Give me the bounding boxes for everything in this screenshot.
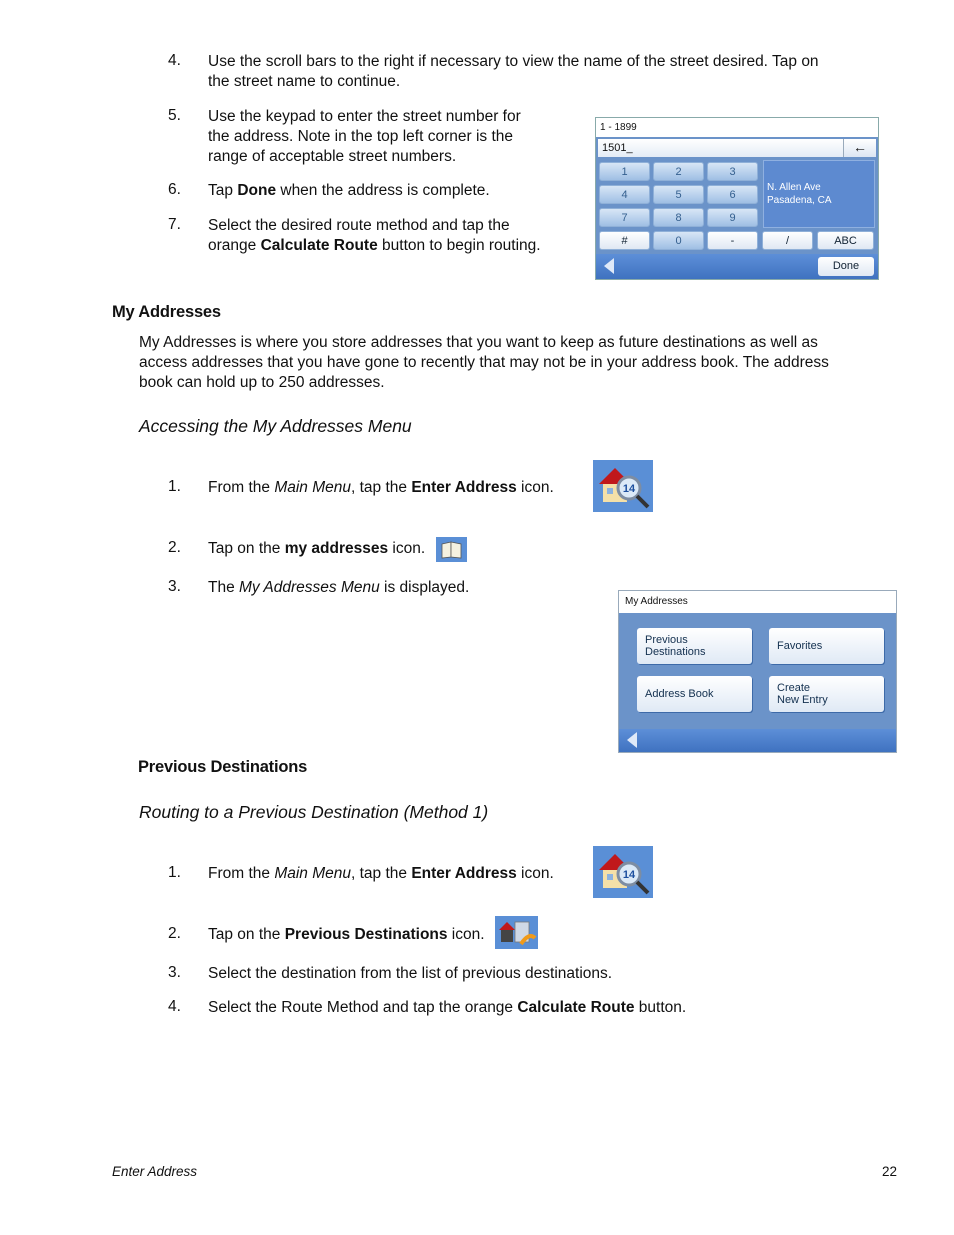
- key-slash: /: [762, 231, 813, 250]
- previous-destinations-button: [637, 628, 752, 664]
- key-8: 8: [653, 208, 704, 227]
- done-button: Done: [818, 257, 874, 276]
- step-text: [208, 925, 485, 945]
- text-span: icon.: [516, 865, 554, 882]
- step-text: [208, 998, 686, 1018]
- bold-term: Calculate Route: [260, 237, 378, 254]
- section-paragraph: [139, 333, 899, 393]
- text-span: button.: [634, 999, 687, 1016]
- key-3: 3: [707, 162, 758, 181]
- create-new-entry-button: [769, 676, 884, 712]
- italic-term: Main Menu: [274, 865, 352, 882]
- bold-term: Enter Address: [411, 479, 517, 496]
- enter-address-icon: [593, 460, 653, 512]
- text-span: From the: [208, 865, 275, 882]
- italic-term: Main Menu: [274, 479, 352, 496]
- bold-term: Enter Address: [411, 865, 517, 882]
- favorites-button: [769, 628, 884, 664]
- key-2: 2: [653, 162, 704, 181]
- step-text: [208, 52, 908, 92]
- step-number: 7.: [168, 216, 181, 233]
- button-label: Favorites: [777, 640, 823, 652]
- keypad-screenshot: [595, 117, 879, 280]
- step-number: 3.: [168, 964, 181, 981]
- text-line: [208, 236, 588, 256]
- text-span: Tap on the: [208, 540, 285, 557]
- page-number: 22: [882, 1164, 898, 1179]
- text-span: icon.: [388, 540, 426, 557]
- button-label: Destinations: [645, 646, 706, 658]
- step-number: 1.: [168, 478, 181, 495]
- text-span: is displayed.: [379, 579, 470, 596]
- key-abc: ABC: [817, 231, 874, 250]
- text-line: the street name to continue.: [208, 73, 401, 90]
- back-arrow-icon: [627, 732, 637, 748]
- my-addresses-icon: [436, 537, 467, 562]
- text-line: Use the scroll bars to the right if necessary to view the name of the street desired. Tap on: [208, 53, 819, 70]
- bold-term: Calculate Route: [517, 999, 635, 1016]
- step-number: 2.: [168, 925, 181, 942]
- italic-term: My Addresses Menu: [239, 579, 380, 596]
- text-line: access addresses that you have gone to recently that may not be in your address book. The address: [139, 354, 829, 371]
- step-number: 2.: [168, 539, 181, 556]
- text-span: button to begin routing.: [377, 237, 541, 254]
- button-label: Previous: [645, 634, 688, 646]
- step-number: 3.: [168, 578, 181, 595]
- step-text: [208, 539, 425, 559]
- bold-term: Done: [237, 182, 277, 199]
- key-hash: #: [599, 231, 650, 250]
- text-line: My Addresses is where you store addresses that you want to keep as future destinations as well as: [139, 334, 818, 351]
- step-text: [208, 107, 578, 167]
- step-number: 4.: [168, 998, 181, 1015]
- key-1: 1: [599, 162, 650, 181]
- enter-address-icon: [593, 846, 653, 898]
- key-0: 0: [653, 231, 704, 250]
- step-number: 1.: [168, 864, 181, 881]
- key-9: 9: [707, 208, 758, 227]
- my-addresses-menu-screenshot: [618, 590, 897, 753]
- text-span: when the address is complete.: [276, 182, 490, 199]
- bold-term: my addresses: [284, 540, 389, 557]
- previous-destinations-icon: [495, 916, 538, 949]
- subheading: Routing to a Previous Destination (Method 1): [139, 802, 489, 822]
- step-number: 4.: [168, 52, 181, 69]
- step-number: 6.: [168, 181, 181, 198]
- address-book-button: [637, 676, 752, 712]
- text-span: Tap: [208, 182, 238, 199]
- text-span: icon.: [516, 479, 554, 496]
- text-line: range of acceptable street numbers.: [208, 148, 457, 165]
- key-7: 7: [599, 208, 650, 227]
- text-line: Select the desired route method and tap the: [208, 217, 510, 234]
- step-text: [208, 864, 554, 884]
- text-span: , tap the: [351, 865, 412, 882]
- button-label: New Entry: [777, 694, 828, 706]
- text-span: Select the Route Method and tap the orange: [208, 999, 518, 1016]
- step-text: [208, 181, 578, 201]
- text-span: The: [208, 579, 240, 596]
- text-span: Tap on the: [208, 926, 285, 943]
- step-text: [208, 216, 588, 256]
- address-preview: [763, 160, 875, 228]
- text-span: icon.: [447, 926, 485, 943]
- svg-text:14: 14: [622, 483, 636, 495]
- text-line: the address. Note in the top left corner is the: [208, 128, 514, 145]
- text-line: book can hold up to 250 addresses.: [139, 374, 385, 391]
- left-arrow-icon: ←: [843, 139, 876, 157]
- street-name: N. Allen Ave: [767, 182, 821, 193]
- section-heading: Previous Destinations: [138, 758, 308, 776]
- menu-title: My Addresses: [619, 591, 896, 613]
- key-6: 6: [707, 185, 758, 204]
- step-text: [208, 478, 554, 498]
- street-number-entry: 1501_: [598, 139, 876, 157]
- button-label: Create: [777, 682, 811, 694]
- svg-text:14: 14: [622, 869, 636, 881]
- step-text: Select the destination from the list of previous destinations.: [208, 965, 613, 982]
- button-label: Address Book: [645, 688, 714, 700]
- back-arrow-icon: [604, 258, 614, 274]
- step-text: [208, 578, 469, 598]
- step-number: 5.: [168, 107, 181, 124]
- text-span: orange: [208, 237, 261, 254]
- footer-section-title: Enter Address: [112, 1164, 198, 1179]
- text-span: From the: [208, 479, 275, 496]
- range-label: 1 - 1899: [596, 118, 878, 137]
- bottom-bar: [619, 729, 896, 752]
- text-span: , tap the: [351, 479, 412, 496]
- key-dash: -: [707, 231, 758, 250]
- text-line: Use the keypad to enter the street number for: [208, 108, 521, 125]
- key-5: 5: [653, 185, 704, 204]
- section-heading: My Addresses: [112, 303, 221, 321]
- key-4: 4: [599, 185, 650, 204]
- city-name: Pasadena, CA: [767, 195, 832, 206]
- subheading: Accessing the My Addresses Menu: [139, 416, 412, 436]
- bold-term: Previous Destinations: [284, 926, 448, 943]
